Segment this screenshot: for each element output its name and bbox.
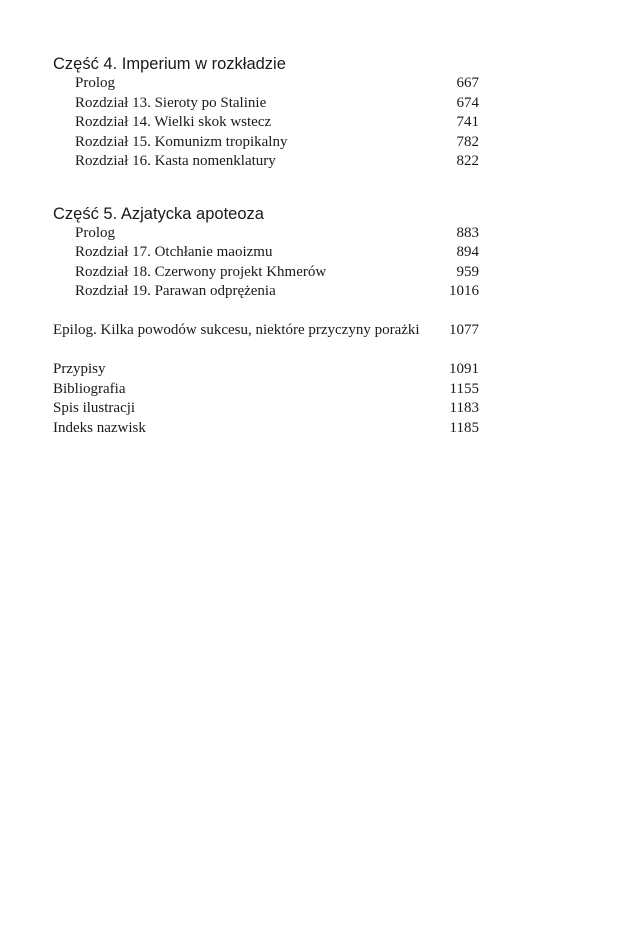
- toc-entry: [53, 419, 479, 439]
- entry-label: Przypisy: [53, 361, 106, 377]
- toc-entry: [53, 224, 479, 244]
- toc-entry: [53, 133, 479, 153]
- entry-page: 741: [456, 114, 479, 130]
- entry-label: Rozdział 15. Komunizm tropikalny: [75, 133, 288, 150]
- entry-page: 1155: [449, 380, 479, 397]
- entry-page: 1077: [449, 322, 479, 338]
- entry-label: Spis ilustracji: [53, 400, 136, 416]
- toc-entry: [53, 263, 479, 283]
- entry-page: 1183: [449, 400, 479, 416]
- toc-entry: [53, 152, 479, 172]
- spacer: [53, 302, 479, 322]
- toc-entry: [53, 380, 479, 400]
- spacer: [53, 172, 479, 204]
- back-matter-section: [53, 360, 479, 438]
- toc-entry: [53, 74, 479, 94]
- entry-page: 883: [456, 224, 479, 241]
- entry-page: 822: [456, 153, 479, 169]
- entry-label: Rozdział 14. Wielki skok wstecz: [75, 114, 272, 130]
- entry-page: 1016: [449, 283, 479, 299]
- part-title: Część 5. Azjatycka apoteoza: [53, 204, 264, 223]
- entry-label: Indeks nazwisk: [53, 419, 146, 436]
- toc-entry: [53, 399, 479, 419]
- entry-label: Prolog: [75, 224, 116, 241]
- part-5-section: [53, 204, 479, 302]
- entry-page: 894: [456, 244, 479, 260]
- toc-entry: [53, 282, 479, 302]
- entry-label: Rozdział 18. Czerwony projekt Khmerów: [75, 263, 327, 280]
- entry-label: Prolog: [75, 75, 116, 91]
- entry-label: Epilog. Kilka powodów sukcesu, niektóre przyczyny porażki: [53, 322, 420, 338]
- entry-page: 674: [456, 94, 479, 111]
- entry-page: 959: [456, 263, 479, 280]
- toc-entry: [53, 113, 479, 133]
- entry-page: 782: [456, 133, 479, 150]
- entry-label: Bibliografia: [53, 380, 126, 397]
- entry-page: 1185: [449, 419, 479, 436]
- entry-label: Rozdział 17. Otchłanie maoizmu: [75, 244, 273, 260]
- entry-label: Rozdział 16. Kasta nomenklatury: [75, 153, 276, 169]
- entry-label: Rozdział 13. Sieroty po Stalinie: [75, 94, 267, 111]
- entry-label: Rozdział 19. Parawan odprężenia: [75, 283, 276, 299]
- toc-entry: [53, 94, 479, 114]
- toc-entry: [53, 243, 479, 263]
- entry-page: 1091: [449, 361, 479, 377]
- entry-page: 667: [456, 75, 479, 91]
- spacer: [53, 341, 479, 361]
- table-of-contents: [53, 54, 479, 438]
- toc-entry: [53, 360, 479, 380]
- part-title: Część 4. Imperium w rozkładzie: [53, 55, 286, 73]
- part-4-section: [53, 54, 479, 172]
- epilog-entry: [53, 321, 479, 341]
